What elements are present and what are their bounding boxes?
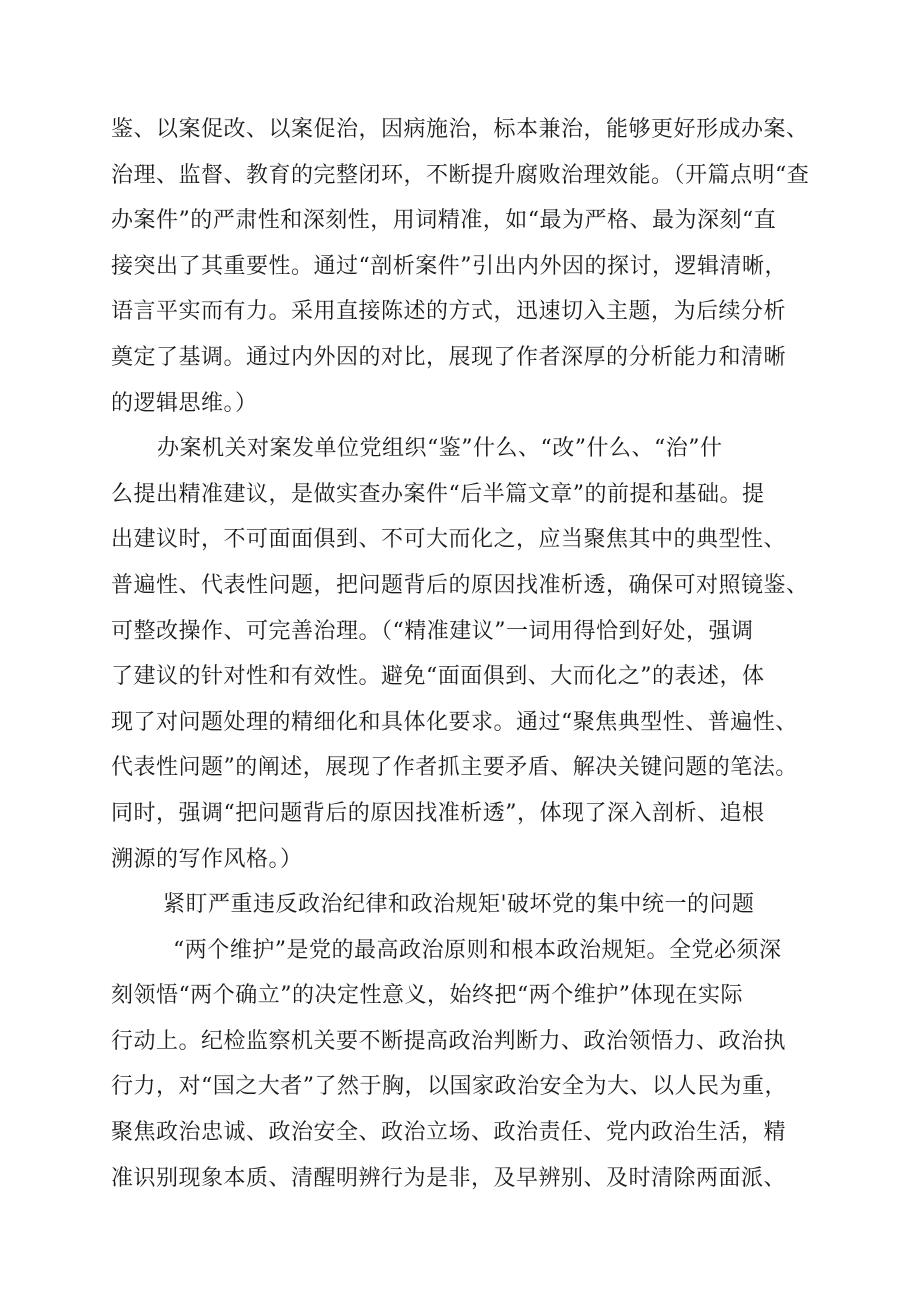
text-line: 普遍性、代表性问题，把问题背后的原因找准析透，确保可对照镜鉴、 [111, 572, 809, 598]
text-line: 行动上。纪检监察机关要不断提高政治判断力、政治领悟力、政治执 [111, 1028, 787, 1054]
paragraph [111, 107, 816, 426]
text-line: 刻领悟“两个确立”的决定性意义，始终把“两个维护”体现在实际 [111, 983, 743, 1009]
text-line: 现了对问题处理的精细化和具体化要求。通过“聚焦典型性、普遍性、 [111, 709, 798, 735]
text-line: 接突出了其重要性。通过“剖析案件”引出内外因的探讨，逻辑清晰， [111, 253, 787, 279]
text-line: 出建议时，不可面面俱到、不可大而化之，应当聚焦其中的典型性、 [111, 527, 787, 553]
heading-text: 紧盯严重违反政治纪律和政治规矩'破坏党的集中统一的问题 [163, 892, 755, 918]
text-line: 了建议的针对性和有效性。避免“面面俱到、大而化之”的表述，体 [111, 664, 765, 690]
text-line: 鉴、以案促改、以案促治，因病施治，标本兼治，能够更好形成办案、 [111, 117, 809, 142]
text-line: 聚焦政治忠诚、政治安全、政治立场、政治责任、党内政治生活，精 [111, 1120, 787, 1146]
text-line: 的逻辑思维。） [111, 390, 258, 416]
text-line: 溯源的写作风格。） [111, 846, 303, 872]
paragraph [111, 928, 816, 1202]
text-line: 么提出精准建议，是做实查办案件“后半篇文章”的前提和基础。提 [111, 481, 765, 507]
text-line: 准识别现象本质、清醒明辨行为是非，及早辨别、及时清除两面派、 [111, 1165, 787, 1191]
paragraph [111, 426, 816, 882]
section-heading [111, 882, 816, 928]
text-line: 治理、监督、教育的完整闭环，不断提升腐败治理效能。（开篇点明“查 [111, 162, 810, 188]
text-line: 办案件”的严肃性和深刻性，用词精准，如“最为严格、最为深刻“直 [111, 208, 777, 234]
text-line: 代表性问题”的阐述，展现了作者抓主要矛盾、解决关键问题的笔法。 [111, 755, 798, 781]
text-line: 奠定了基调。通过内外因的对比，展现了作者深厚的分析能力和清晰 [111, 344, 787, 370]
text-line: 可整改操作、可完善治理。（“精准建议”一词用得恰到好处，强调 [111, 618, 754, 644]
text-line: “两个维护”是党的最高政治原则和根本政治规矩。全党必须深 [173, 937, 782, 963]
text-line: 行力，对“国之大者”了然于胸，以国家政治安全为大、以人民为重， [111, 1074, 787, 1100]
text-line: 同时，强调“把问题背后的原因找准析透”，体现了深入剖析、追根 [111, 800, 765, 826]
text-line: 办案机关对案发单位党组织“鉴”什么、“改”什么、“治”什 [157, 436, 723, 462]
text-line: 语言平实而有力。采用直接陈述的方式，迅速切入主题，为后续分析 [111, 299, 787, 325]
document-body [111, 107, 816, 1201]
